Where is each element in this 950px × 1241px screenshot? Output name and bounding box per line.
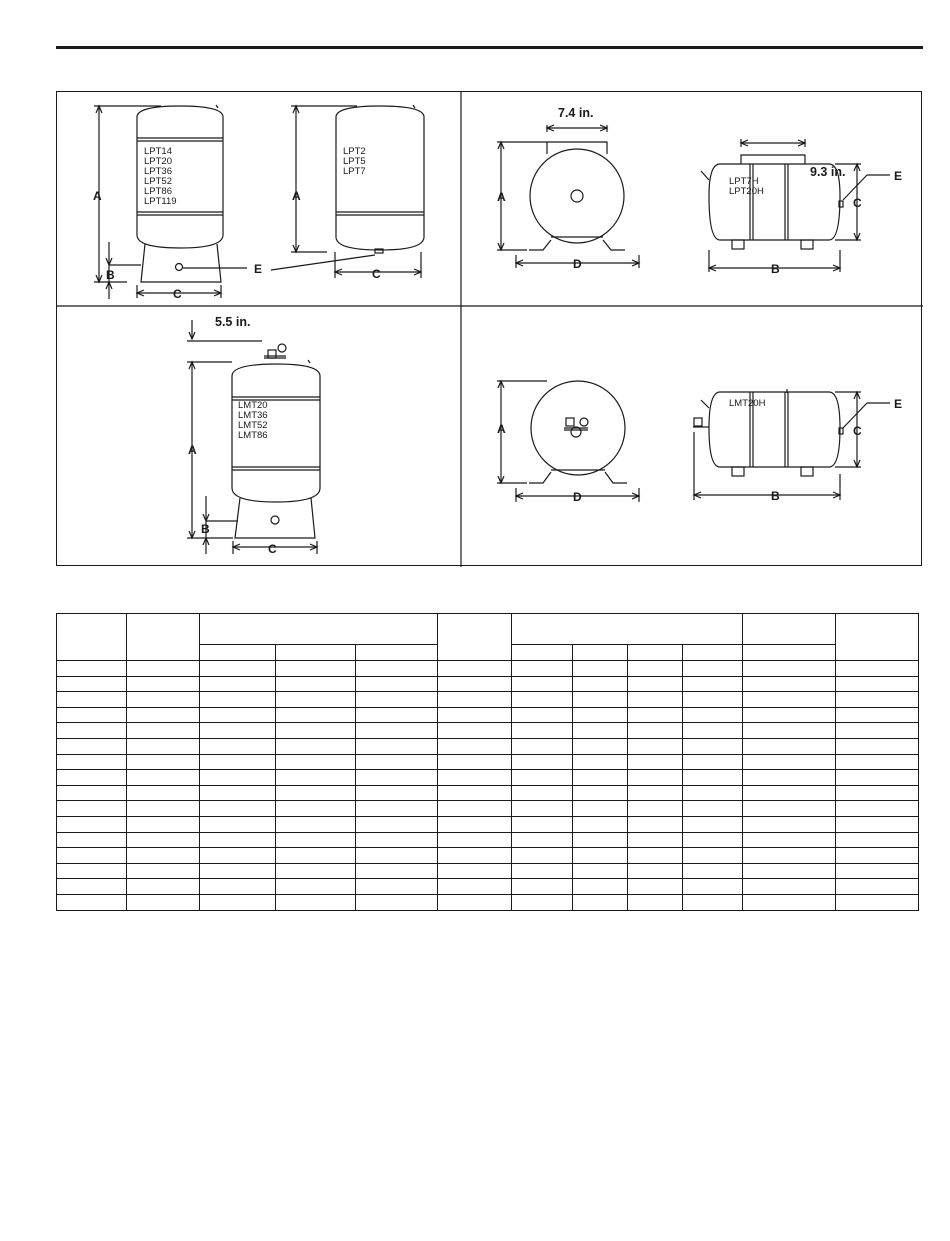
- table-cell: [836, 879, 919, 895]
- dimension-label-b: B: [771, 489, 780, 503]
- table-cell: [836, 770, 919, 786]
- table-row: [57, 832, 919, 848]
- table-cell: [200, 770, 276, 786]
- dimension-label-a: A: [497, 422, 506, 436]
- table-header-cell: [743, 614, 836, 645]
- specification-table: [56, 613, 919, 911]
- table-cell: [200, 832, 276, 848]
- table-cell: [356, 770, 438, 786]
- model-label: LPT119: [144, 196, 177, 207]
- table-cell: [512, 723, 573, 739]
- table-subheader-cell: [683, 645, 743, 661]
- table-cell: [200, 894, 276, 910]
- table-cell: [512, 785, 573, 801]
- table-cell: [356, 738, 438, 754]
- table-cell: [573, 723, 628, 739]
- table-cell: [57, 894, 127, 910]
- table-cell: [127, 816, 200, 832]
- table-cell: [628, 676, 683, 692]
- table-header-cell: [438, 614, 512, 661]
- table-cell: [276, 754, 356, 770]
- table-header-cell: [836, 614, 919, 661]
- table-cell: [276, 894, 356, 910]
- table-subheader-cell: [276, 645, 356, 661]
- table-cell: [512, 692, 573, 708]
- table-cell: [573, 863, 628, 879]
- table-cell: [127, 785, 200, 801]
- table-cell: [743, 676, 836, 692]
- table-cell: [438, 801, 512, 817]
- table-row: [57, 848, 919, 864]
- vertical-lmt-tank: [232, 344, 320, 538]
- table-row: [57, 676, 919, 692]
- top-rule: [56, 46, 923, 49]
- model-label: LMT20: [238, 400, 268, 411]
- table-subheader-cell: [200, 645, 276, 661]
- table-cell: [512, 754, 573, 770]
- vertical-lpt-small-tank: [336, 105, 424, 253]
- dimension-label-e: E: [254, 262, 263, 276]
- table-cell: [628, 879, 683, 895]
- table-cell: [57, 661, 127, 677]
- table-cell: [276, 723, 356, 739]
- table-row: [57, 661, 919, 677]
- table-cell: [57, 848, 127, 864]
- table-header-cell: [57, 614, 127, 661]
- table-cell: [200, 785, 276, 801]
- table-cell: [512, 894, 573, 910]
- table-cell: [683, 692, 743, 708]
- table-header-group-cell: [200, 614, 438, 645]
- dimension-label-a: A: [93, 189, 102, 203]
- table-cell: [628, 723, 683, 739]
- dimension-label-c: C: [372, 267, 381, 281]
- table-cell: [438, 770, 512, 786]
- table-cell: [573, 848, 628, 864]
- table-cell: [573, 770, 628, 786]
- table-cell: [276, 801, 356, 817]
- table-cell: [438, 661, 512, 677]
- model-label: LPT7H: [729, 176, 759, 187]
- table-cell: [200, 692, 276, 708]
- table-cell: [438, 707, 512, 723]
- table-cell: [683, 676, 743, 692]
- table-cell: [438, 692, 512, 708]
- model-label: LPT52: [144, 176, 172, 187]
- table-cell: [438, 738, 512, 754]
- table-cell: [57, 801, 127, 817]
- table-cell: [127, 848, 200, 864]
- table-cell: [438, 848, 512, 864]
- horizontal-lmt-side-view: [693, 389, 843, 476]
- table-cell: [573, 894, 628, 910]
- dimension-label-c: C: [268, 542, 277, 556]
- table-cell: [356, 754, 438, 770]
- model-label: LMT52: [238, 420, 268, 431]
- table-cell: [127, 832, 200, 848]
- table-cell: [200, 738, 276, 754]
- dimension-label-c: C: [853, 196, 862, 210]
- table-cell: [200, 676, 276, 692]
- handle-width-label: 9.3 in.: [810, 165, 846, 179]
- table-row: [57, 785, 919, 801]
- table-cell: [836, 785, 919, 801]
- table-cell: [276, 879, 356, 895]
- table-row: [57, 723, 919, 739]
- table-cell: [743, 894, 836, 910]
- table-cell: [573, 676, 628, 692]
- table-cell: [200, 879, 276, 895]
- table-subheader-cell: [512, 645, 573, 661]
- dimension-label-e: E: [894, 397, 903, 411]
- table-cell: [512, 832, 573, 848]
- table-row: [57, 754, 919, 770]
- table-cell: [743, 863, 836, 879]
- table-subheader-cell: [743, 645, 836, 661]
- table-cell: [743, 848, 836, 864]
- table-cell: [276, 832, 356, 848]
- table-cell: [743, 707, 836, 723]
- model-label: LMT36: [238, 410, 268, 421]
- table-cell: [356, 723, 438, 739]
- table-cell: [743, 692, 836, 708]
- table-cell: [512, 863, 573, 879]
- table-cell: [683, 832, 743, 848]
- table-cell: [683, 816, 743, 832]
- table-cell: [127, 879, 200, 895]
- table-row: [57, 707, 919, 723]
- table-cell: [276, 848, 356, 864]
- table-cell: [127, 661, 200, 677]
- model-label: LPT20H: [729, 186, 764, 197]
- dimension-label-b: B: [106, 268, 115, 282]
- table-cell: [57, 785, 127, 801]
- table-cell: [276, 863, 356, 879]
- table-cell: [356, 785, 438, 801]
- table-cell: [356, 707, 438, 723]
- dimension-label-a: A: [188, 443, 197, 457]
- table-cell: [836, 832, 919, 848]
- table-cell: [628, 692, 683, 708]
- table-cell: [683, 879, 743, 895]
- table-cell: [127, 770, 200, 786]
- table-cell: [836, 894, 919, 910]
- table-cell: [573, 832, 628, 848]
- table-cell: [438, 754, 512, 770]
- table-cell: [512, 848, 573, 864]
- table-cell: [836, 863, 919, 879]
- table-cell: [573, 661, 628, 677]
- table-cell: [573, 801, 628, 817]
- table-cell: [356, 832, 438, 848]
- dimension-label-a: A: [497, 190, 506, 204]
- table-cell: [836, 801, 919, 817]
- table-cell: [356, 879, 438, 895]
- table-cell: [683, 754, 743, 770]
- table-cell: [356, 801, 438, 817]
- table-cell: [512, 770, 573, 786]
- table-cell: [743, 816, 836, 832]
- table-cell: [743, 754, 836, 770]
- table-cell: [743, 832, 836, 848]
- table-cell: [127, 894, 200, 910]
- handle-width-label: 7.4 in.: [558, 106, 594, 120]
- table-cell: [628, 738, 683, 754]
- model-label: LMT86: [238, 430, 268, 441]
- table-cell: [200, 754, 276, 770]
- model-label: LMT20H: [729, 398, 766, 409]
- table-cell: [743, 785, 836, 801]
- table-cell: [836, 707, 919, 723]
- table-cell: [200, 707, 276, 723]
- table-cell: [438, 879, 512, 895]
- dimension-label-e: E: [894, 169, 903, 183]
- table-cell: [836, 738, 919, 754]
- table-subheader-cell: [573, 645, 628, 661]
- table-cell: [57, 863, 127, 879]
- table-cell: [276, 770, 356, 786]
- table-cell: [356, 676, 438, 692]
- table-cell: [512, 738, 573, 754]
- dimension-label-c: C: [173, 287, 182, 301]
- table-cell: [743, 723, 836, 739]
- table-cell: [512, 707, 573, 723]
- table-cell: [573, 707, 628, 723]
- dimension-label-b: B: [771, 262, 780, 276]
- table-cell: [743, 879, 836, 895]
- table-cell: [683, 707, 743, 723]
- table-cell: [57, 770, 127, 786]
- table-cell: [438, 816, 512, 832]
- table-subheader-cell: [356, 645, 438, 661]
- table-cell: [512, 801, 573, 817]
- table-cell: [356, 863, 438, 879]
- table-cell: [127, 676, 200, 692]
- table-row: [57, 879, 919, 895]
- table-cell: [356, 848, 438, 864]
- table-cell: [683, 894, 743, 910]
- table-cell: [276, 816, 356, 832]
- table-cell: [276, 785, 356, 801]
- table-cell: [356, 816, 438, 832]
- fitting-clearance-label: 5.5 in.: [215, 315, 251, 329]
- model-label: LPT86: [144, 186, 172, 197]
- dimension-label-d: D: [573, 257, 582, 271]
- table-cell: [127, 723, 200, 739]
- dimension-label-d: D: [573, 490, 582, 504]
- table-cell: [276, 661, 356, 677]
- table-cell: [628, 707, 683, 723]
- table-cell: [743, 770, 836, 786]
- table-cell: [200, 848, 276, 864]
- model-label: LPT2: [343, 146, 366, 157]
- table-cell: [683, 738, 743, 754]
- table-row: [57, 770, 919, 786]
- horizontal-lmt-side-dimension-lines: [694, 392, 890, 500]
- table-cell: [683, 723, 743, 739]
- table-cell: [573, 879, 628, 895]
- table-cell: [512, 661, 573, 677]
- table-row: [57, 816, 919, 832]
- model-label: LPT36: [144, 166, 172, 177]
- table-cell: [628, 754, 683, 770]
- table-cell: [57, 832, 127, 848]
- table-cell: [573, 754, 628, 770]
- table-cell: [628, 770, 683, 786]
- table-header-group-cell: [512, 614, 743, 645]
- table-cell: [512, 879, 573, 895]
- table-cell: [57, 692, 127, 708]
- table-cell: [127, 863, 200, 879]
- table-cell: [573, 816, 628, 832]
- horizontal-lmt-end-dimension-lines: [497, 381, 639, 502]
- table-cell: [628, 832, 683, 848]
- table-row: [57, 738, 919, 754]
- tank-diagrams: [57, 92, 923, 567]
- table-cell: [836, 754, 919, 770]
- horizontal-lmt-end-view: [529, 381, 627, 483]
- table-cell: [743, 801, 836, 817]
- table-cell: [683, 863, 743, 879]
- table-subheader-cell: [628, 645, 683, 661]
- table-cell: [57, 676, 127, 692]
- table-cell: [438, 723, 512, 739]
- table-cell: [57, 816, 127, 832]
- table-cell: [512, 676, 573, 692]
- table-row: [57, 894, 919, 910]
- dimension-label-b: B: [201, 522, 210, 536]
- table-cell: [438, 676, 512, 692]
- table-cell: [683, 770, 743, 786]
- table-cell: [57, 738, 127, 754]
- dimension-label-a: A: [292, 189, 301, 203]
- table-cell: [276, 692, 356, 708]
- table-cell: [683, 801, 743, 817]
- model-label: LPT14: [144, 146, 172, 157]
- table-cell: [628, 894, 683, 910]
- table-cell: [438, 785, 512, 801]
- table-cell: [438, 894, 512, 910]
- table-cell: [127, 738, 200, 754]
- table-cell: [200, 863, 276, 879]
- horizontal-lpt-end-view: [529, 142, 625, 250]
- table-cell: [628, 801, 683, 817]
- table-cell: [276, 676, 356, 692]
- table-cell: [356, 692, 438, 708]
- table-cell: [127, 692, 200, 708]
- table-cell: [683, 785, 743, 801]
- table-cell: [628, 785, 683, 801]
- table-cell: [127, 801, 200, 817]
- model-label: LPT7: [343, 166, 366, 177]
- table-cell: [743, 661, 836, 677]
- table-cell: [127, 754, 200, 770]
- table-cell: [573, 692, 628, 708]
- table-cell: [57, 707, 127, 723]
- table-cell: [200, 723, 276, 739]
- table-cell: [438, 863, 512, 879]
- table-cell: [836, 661, 919, 677]
- table-cell: [57, 723, 127, 739]
- table-cell: [200, 816, 276, 832]
- table-header-row: [57, 614, 919, 645]
- table-cell: [836, 723, 919, 739]
- table-cell: [628, 848, 683, 864]
- table-cell: [836, 848, 919, 864]
- table-cell: [836, 692, 919, 708]
- table-header-cell: [127, 614, 200, 661]
- table-cell: [683, 848, 743, 864]
- tank-dimension-figures: [56, 91, 922, 566]
- horizontal-lpt-side-dimension-lines: [709, 139, 890, 272]
- table-cell: [836, 816, 919, 832]
- table-cell: [628, 816, 683, 832]
- model-label: LPT5: [343, 156, 366, 167]
- table-cell: [512, 816, 573, 832]
- table-cell: [57, 879, 127, 895]
- table-cell: [356, 894, 438, 910]
- horizontal-lpt-end-dimension-lines: [497, 125, 639, 268]
- table-row: [57, 801, 919, 817]
- table-cell: [276, 738, 356, 754]
- table-cell: [573, 738, 628, 754]
- table-cell: [438, 832, 512, 848]
- table-cell: [628, 661, 683, 677]
- table-cell: [200, 661, 276, 677]
- model-label: LPT20: [144, 156, 172, 167]
- table-cell: [127, 707, 200, 723]
- table-cell: [628, 863, 683, 879]
- table-cell: [743, 738, 836, 754]
- table-row: [57, 863, 919, 879]
- table-cell: [200, 801, 276, 817]
- table-cell: [356, 661, 438, 677]
- dimension-label-c: C: [853, 424, 862, 438]
- table-cell: [573, 785, 628, 801]
- table-row: [57, 692, 919, 708]
- table-cell: [683, 661, 743, 677]
- table-cell: [57, 754, 127, 770]
- table-cell: [276, 707, 356, 723]
- table-cell: [836, 676, 919, 692]
